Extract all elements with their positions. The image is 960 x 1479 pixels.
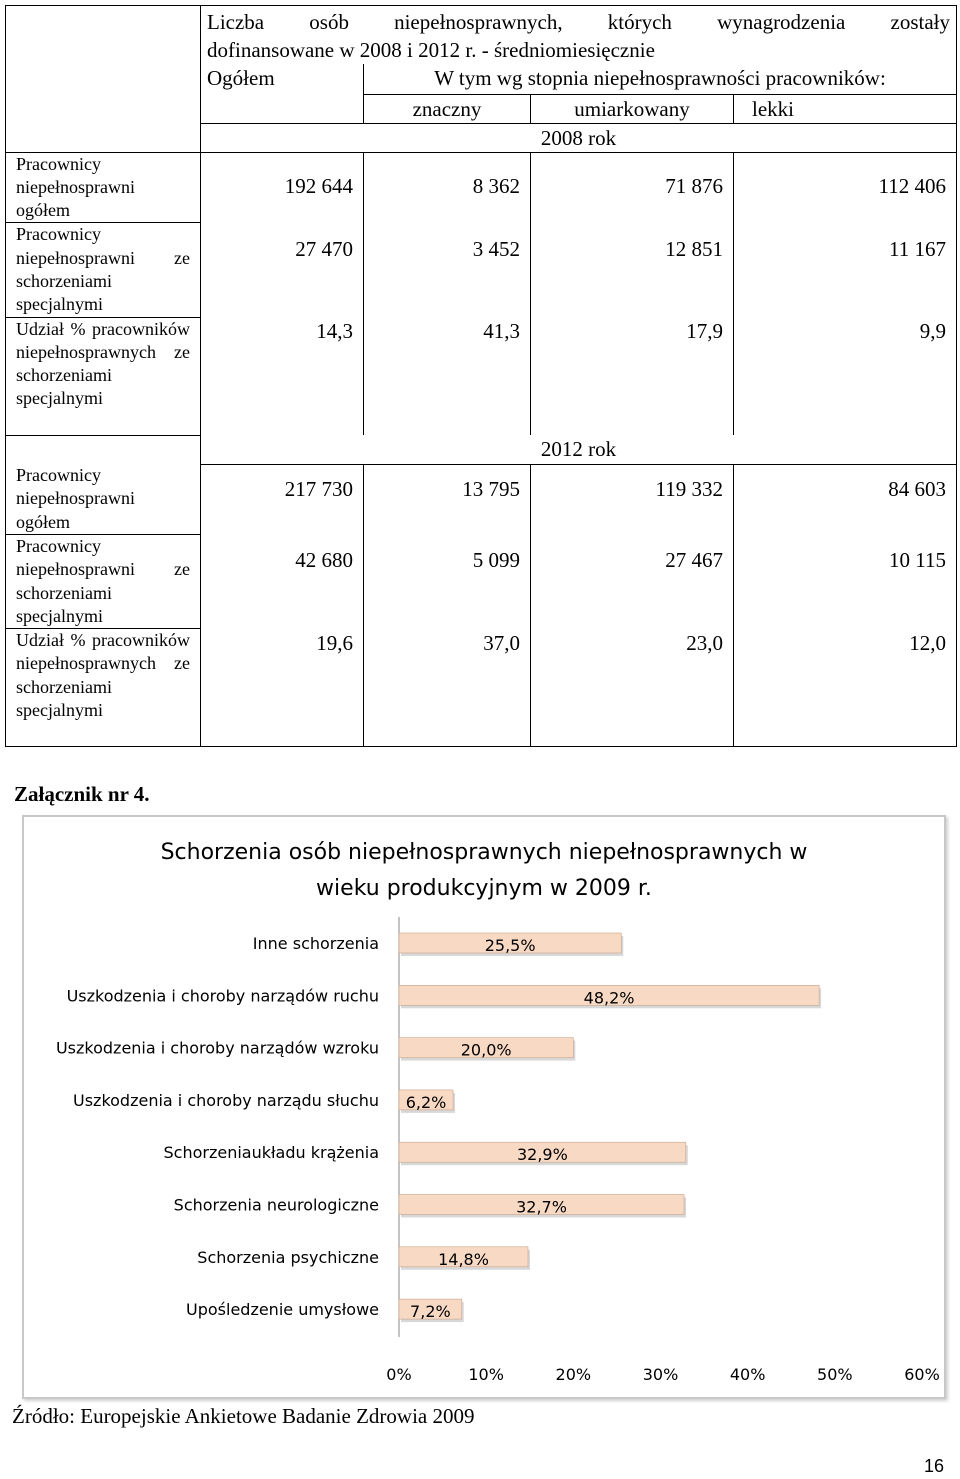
table-corner-cell bbox=[6, 6, 201, 65]
row-label: Pracownicy niepełnosprawni ogółem bbox=[6, 464, 201, 534]
data-label: 7,2% bbox=[410, 1302, 451, 1322]
cell-value: 217 730 bbox=[201, 464, 364, 534]
cell-value: 14,3 bbox=[201, 317, 364, 435]
cell-value: 12 851 bbox=[531, 223, 734, 317]
data-label: 6,2% bbox=[405, 1092, 447, 1112]
cell-value: 5 099 bbox=[364, 534, 531, 628]
category-label: Inne schorzenia bbox=[252, 934, 379, 953]
header-degree-significant: znaczny bbox=[364, 94, 531, 123]
cell-value: 27 470 bbox=[201, 223, 364, 317]
data-label: 14,8% bbox=[438, 1249, 489, 1269]
row-label: Udział % pracowników niepełnosprawnych ze schorzeniami specjalnymi bbox=[6, 317, 201, 435]
chart-container bbox=[22, 815, 946, 1399]
cell-value: 27 467 bbox=[531, 534, 734, 628]
cell-value: 11 167 bbox=[734, 223, 957, 317]
data-label: 32,9% bbox=[516, 1145, 568, 1165]
cell-value: 10 115 bbox=[734, 534, 957, 628]
x-tick-label: 0% bbox=[386, 1365, 412, 1384]
x-tick-label: 10% bbox=[468, 1365, 504, 1384]
data-label: 25,5% bbox=[484, 936, 536, 955]
source-label: Źródło: Europejskie Ankietowe Badanie Zdrowia 2009 bbox=[12, 1404, 475, 1428]
row-label: Pracownicy niepełnosprawni ogółem bbox=[6, 152, 201, 223]
category-label: Upośledzenie umysłowe bbox=[186, 1300, 379, 1320]
cell-value: 17,9 bbox=[531, 317, 734, 435]
category-label: Schorzeniaukładu krążenia bbox=[163, 1143, 379, 1163]
x-tick-label: 40% bbox=[729, 1365, 766, 1384]
header-total: Ogółem bbox=[201, 64, 364, 94]
row-label: Pracownicy niepełnosprawni ze schorzeniami specjalnymi bbox=[6, 223, 201, 317]
bar-chart bbox=[24, 817, 944, 1397]
x-tick-label: 30% bbox=[642, 1365, 679, 1384]
cell-value: 37,0 bbox=[364, 629, 531, 747]
category-label: Uszkodzenia i choroby narządów ruchu bbox=[66, 986, 379, 1006]
x-tick-label: 60% bbox=[904, 1365, 940, 1384]
header-degree-moderate: umiarkowany bbox=[531, 94, 734, 123]
cell-value: 71 876 bbox=[531, 152, 734, 223]
table-corner-cell-2 bbox=[6, 64, 201, 94]
x-tick-label: 50% bbox=[817, 1365, 853, 1384]
cell-value: 13 795 bbox=[364, 464, 531, 534]
header-degree-mild: lekki bbox=[734, 94, 957, 123]
category-label: Schorzenia psychiczne bbox=[197, 1247, 379, 1267]
chart-title-line2: wieku produkcyjnym w 2009 r. bbox=[316, 876, 652, 901]
cell-value: 192 644 bbox=[201, 152, 364, 223]
x-tick-label: 20% bbox=[555, 1365, 592, 1384]
row-label: Udział % pracowników niepełnosprawnych ze schorzeniami specjalnymi bbox=[6, 629, 201, 747]
cell-value: 84 603 bbox=[734, 464, 957, 534]
year-2012-label: 2012 rok bbox=[201, 435, 957, 464]
year-2008-label: 2008 rok bbox=[201, 123, 957, 152]
table-corner-cell-4 bbox=[6, 123, 201, 152]
data-label: 32,7% bbox=[516, 1197, 567, 1217]
header-total-spacer bbox=[201, 94, 364, 123]
cell-value: 119 332 bbox=[531, 464, 734, 534]
cell-value: 9,9 bbox=[734, 317, 957, 435]
cell-value: 23,0 bbox=[531, 629, 734, 747]
cell-value: 8 362 bbox=[364, 152, 531, 223]
annex-label: Załącznik nr 4. bbox=[14, 782, 150, 806]
data-label: 20,0% bbox=[460, 1040, 512, 1060]
category-label: Uszkodzenia i choroby narządu słuchu bbox=[73, 1090, 379, 1110]
category-label: Schorzenia neurologiczne bbox=[173, 1195, 379, 1215]
cell-value: 3 452 bbox=[364, 223, 531, 317]
category-label: Uszkodzenia i choroby narządów wzroku bbox=[55, 1038, 379, 1058]
cell-value: 41,3 bbox=[364, 317, 531, 435]
cell-value: 42 680 bbox=[201, 534, 364, 628]
table-title-line1: Liczba osób niepełnosprawnych, których wynagrodzenia zostały bbox=[207, 10, 950, 34]
chart-title-line1: Schorzenia osób niepełnosprawnych niepełnosprawnych w bbox=[160, 840, 808, 865]
cell-value: 12,0 bbox=[734, 629, 957, 747]
cell-value: 19,6 bbox=[201, 629, 364, 747]
data-label: 48,2% bbox=[583, 988, 635, 1008]
statistics-table bbox=[5, 5, 957, 747]
table-title-line2: dofinansowane w 2008 i 2012 r. - średniomiesięcznie bbox=[207, 38, 655, 62]
header-by-degree: W tym wg stopnia niepełnosprawności pracowników: bbox=[364, 64, 957, 94]
table-title bbox=[201, 6, 957, 65]
page-number: 16 bbox=[923, 1456, 944, 1476]
table-spacer-cell bbox=[6, 435, 201, 464]
cell-value: 112 406 bbox=[734, 152, 957, 223]
table-corner-cell-3 bbox=[6, 94, 201, 123]
row-label: Pracownicy niepełnosprawni ze schorzeniami specjalnymi bbox=[6, 534, 201, 628]
